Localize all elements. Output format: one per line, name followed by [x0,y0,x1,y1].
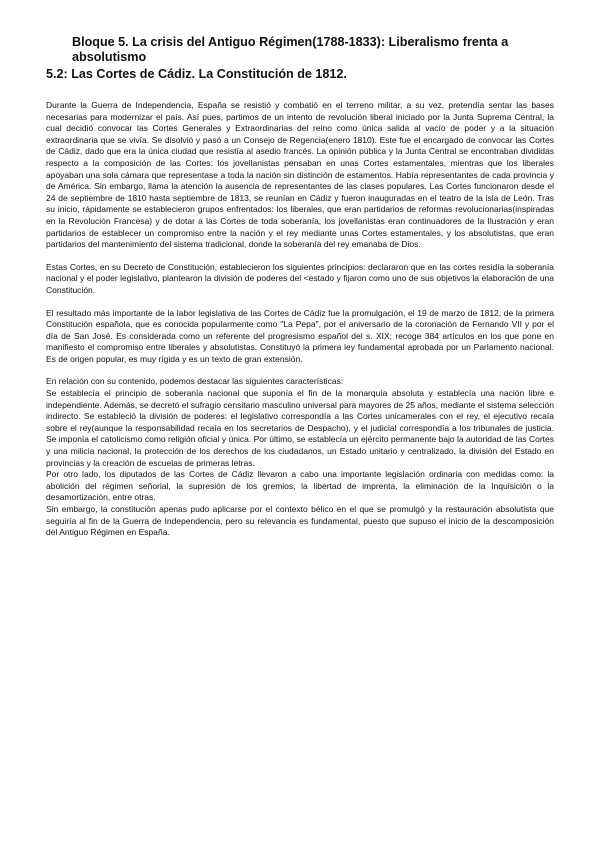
section-subtitle: 5.2: Las Cortes de Cádiz. La Constitución de 1812. [46,67,347,81]
paragraph-conclusion: Sin embargo, la constitución apenas pudo aplicarse por el contexto bélico en el que se promulgó y la restauración absolutista que seguiría al fin de la Guerra de Independencia, pero su relevancia es fundamental, puesto que supuso el inicio de la descomposición del Antiguo Régimen en España. [46,504,554,538]
document-title: Bloque 5. La crisis del Antiguo Régimen(1788-1833): Liberalismo frenta a absolutismo [72,35,509,64]
document-body [46,100,554,539]
paragraph-characteristics: Se establecía el principio de soberanía nacional que suponía el fin de la monarquía absoluta y establecía una nación libre e independiente. Además, se decretó el sufragio censitario masculino universal para mayores de 25 años, mediante el sistema selección indirecto. Se estableció la división de poderes: el legislativo correspondía a las Cortes unicamerales con el rey, el ejecutivo recaía sobre el rey(aunque la responsabilidad recaía en los secretarios de Despacho), y el judicial correspondía a los tribunales de justicia. Se imponía el catolicismo como religión oficial y única. Por último, se establecía un ejército permanente bajo la autoridad de las Cortes y una milicia nacional, la protección de los derechos de los ciudadanos, un Estado unitario y centralizado, la división del Estado en provincias y la creación de escuelas de primeras letras. [46,388,554,468]
paragraph-decree: Estas Cortes, en su Decreto de Constitución, establecieron los siguientes principios: declararon que en las cortes residía la soberanía nacional y el poder legislativo, plantearon la división de poderes del <estado y fijaron como uno de sus objetivos la elaboración de una Constitución. [46,261,554,295]
paragraph-context: Durante la Guerra de Independencia, España se resistió y combatió en el terreno militar, a su vez, pretendía sentar las bases necesarias para modernizar el país. Así pues, partimos de un intento de revolución liberal iniciado por la Junta Suprema Central, la cual decidió convocar las Cortes Generales y Extraordinarias del reino como única salida al vacío de poder y a la situación extraordinaria que se vivía. Se disolvió y pasó a un Consejo de Regencia(enero 1810). Este fue el encargado de convocar las Cortes de Cádiz, dado que era la única ciudad que resistía al asedio francés. La opinión pública y la Junta Central se encontraban divididas respecto a la composición de las Cortes: los jovellanistas pensaban en unas Cortes estamentales, mientras que los liberales apoyaban una sola cámara que representase a toda la nación sin distinción de estamentos. Había representantes de cada provincia y de América. Sin embargo, llama la atención la ausencia de representantes de las clases populares. Las Cortes funcionaron desde el 24 de septiembre de 1810 hasta septiembre de 1813, se reunían en Cádiz y fueron inauguradas en el teatro de la isla de León. Tras su inicio, rápidamente se establecieron grupos enfrentados: los liberales, que eran partidarios de reformas revolucionarias(inspiradas en la Revolución Francesa) y de dotar a las Cortes de toda soberanía, los jovellanistas eran continuadores de la Ilustración y eran partidarios de establecer un compromiso entre la nación y el rey mediante unas Cortes estamentales, y los absolutistas, que eran partidarios del mantenimiento del sistema tradicional, donde la soberanía del rey emanaba de Dios. [46,100,554,250]
paragraph-characteristics-intro: En relación con su contenido, podemos destacar las siguientes características: [46,376,344,387]
paragraph-constitution: El resultado más importante de la labor legislativa de las Cortes de Cádiz fue la promulgación, el 19 de marzo de 1812, de la primera Constitución española, que es conocida popularmente como "La Pepa", por el aniversario de la coronación de Fernando VII y por el día de San José. Es considerada como un referente del progresismo español del s. XIX; recoge 384 artículos en los que pone en manifiesto el compromiso entre liberales y absolutistas. Constituyó la primera ley fundamental aprobada por un Parlamento nacional. Es de origen popular, es muy rígida y es un texto de gran extensión. [46,307,554,364]
paragraph-legislation: Por otro lado, los diputados de las Cortes de Cádiz llevaron a cabo una importante legislación ordinaria con medidas como: la abolición del régimen señorial, la supresión de los gremios, la libertad de imprenta, la eliminación de la Inquisición o la desamortización, entre otras. [46,469,554,503]
